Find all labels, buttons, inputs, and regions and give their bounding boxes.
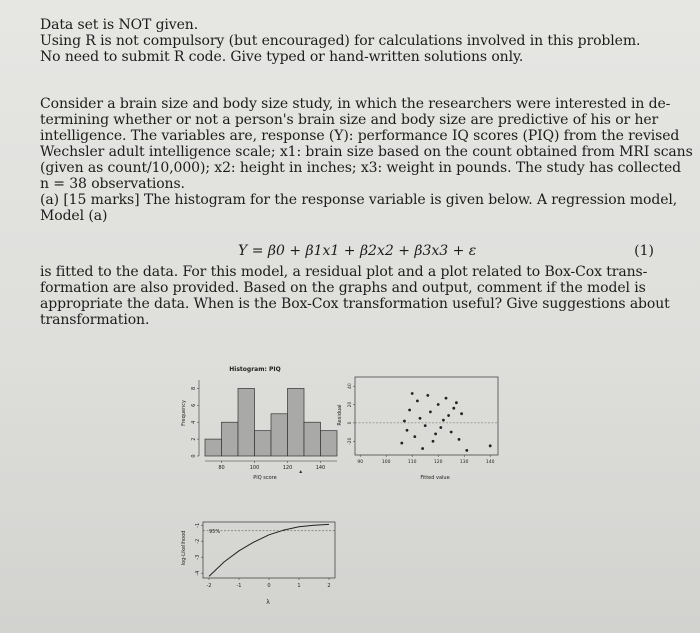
data-point <box>429 410 432 413</box>
y-tick-label: -2 <box>195 538 201 544</box>
data-point <box>447 414 450 417</box>
histogram-chart <box>165 358 345 483</box>
header-line-3: No need to submit R code. Give typed or hand-written solutions only. <box>40 49 524 65</box>
data-point <box>450 431 453 434</box>
residual-plot <box>333 373 503 483</box>
plot-frame <box>355 377 498 455</box>
data-point <box>416 399 419 402</box>
data-point <box>400 442 403 445</box>
y-tick-label: 20 <box>348 401 353 408</box>
data-point <box>442 419 445 422</box>
y-tick-label: 40 <box>348 383 353 390</box>
after-line: appropriate the data. When is the Box-Cox transformation useful? Give suggestions about <box>40 296 670 312</box>
x-tick-label: 100 <box>249 465 260 471</box>
x-tick-label: 0 <box>267 583 271 589</box>
data-point <box>445 397 448 400</box>
data-point <box>460 412 463 415</box>
data-point <box>424 424 427 427</box>
x-tick-label: -1 <box>236 583 242 589</box>
y-tick-label: 6 <box>191 403 197 407</box>
intro-line: termining whether or not a person's brain size and body size are predictive of his or her <box>40 112 659 128</box>
y-axis-label: Residual <box>337 404 343 426</box>
y-tick-label: 0 <box>348 421 353 425</box>
x-tick-label: 100 <box>381 460 391 465</box>
x-tick-label: 130 <box>459 460 469 465</box>
x-tick-label: 140 <box>485 460 495 465</box>
x-tick-label: 90 <box>357 460 364 465</box>
histogram-bar <box>304 422 321 456</box>
part-a-line: (a) [15 marks] The histogram for the response variable is given below. A regression model, <box>40 192 678 208</box>
x-tick-label: 120 <box>282 465 293 471</box>
data-point <box>426 394 429 397</box>
histogram-bar <box>288 388 305 456</box>
data-point <box>406 429 409 432</box>
data-point <box>419 417 422 420</box>
x-tick-label: 1 <box>297 583 301 589</box>
intro-line: n = 38 observations. <box>40 176 185 192</box>
x-tick-label: 110 <box>407 460 417 465</box>
data-point <box>432 440 435 443</box>
intro-line: Consider a brain size and body size study, in which the researchers were interested in de- <box>40 96 671 112</box>
loglik-curve <box>209 524 329 576</box>
histogram-bar <box>205 439 222 456</box>
chart-title: Histogram: PIQ <box>229 366 281 373</box>
model-equation: Y = β0 + β1x1 + β2x2 + β3x3 + ε <box>238 243 477 259</box>
histogram-bar <box>238 388 255 456</box>
data-point <box>452 407 455 410</box>
y-tick-label: -4 <box>195 570 201 576</box>
y-axis-label: log-Likelihood <box>181 530 187 566</box>
data-point <box>403 420 406 423</box>
y-tick-label: -3 <box>195 554 201 560</box>
y-tick-label: -1 <box>195 522 201 528</box>
data-point <box>489 444 492 447</box>
intro-line: Wechsler adult intelligence scale; x1: brain size based on the count obtained from MRI scans <box>40 144 693 160</box>
data-point <box>408 409 411 412</box>
y-tick-label: -20 <box>348 437 353 445</box>
y-tick-label: 0 <box>191 454 197 458</box>
after-line: is fitted to the data. For this model, a residual plot and a plot related to Box-Cox trans- <box>40 264 648 280</box>
ci-annotation: 95% <box>209 529 221 535</box>
data-point <box>411 392 414 395</box>
x-tick-label: -2 <box>206 583 212 589</box>
data-point <box>465 449 468 452</box>
data-point <box>437 403 440 406</box>
x-tick-label: 80 <box>218 465 225 471</box>
histogram-bar <box>255 431 272 456</box>
data-point <box>439 426 442 429</box>
plot-frame <box>203 522 335 578</box>
x-axis-label: PIQ score <box>253 475 277 481</box>
data-point <box>421 447 424 450</box>
boxcox-plot <box>165 500 345 620</box>
histogram-bar <box>271 414 288 456</box>
x-tick-label: 140 <box>315 465 326 471</box>
intro-line: intelligence. The variables are, response (Y): performance IQ scores (PIQ) from the revised <box>40 128 680 144</box>
x-tick-label: 120 <box>433 460 443 465</box>
data-point <box>458 438 461 441</box>
part-a-line: Model (a) <box>40 208 108 224</box>
histogram-bar <box>222 422 239 456</box>
data-point <box>455 401 458 404</box>
header-line-2: Using R is not compulsory (but encouraged) for calculations involved in this problem. <box>40 33 641 49</box>
x-axis-label: Fitted value <box>420 475 450 481</box>
cursor-marker <box>299 470 302 473</box>
after-line: transformation. <box>40 312 150 328</box>
y-axis-label: Frequency <box>181 400 187 426</box>
header-line-1: Data set is NOT given. <box>40 17 199 33</box>
y-tick-label: 4 <box>191 420 197 424</box>
data-point <box>413 435 416 438</box>
intro-line: (given as count/10,000); x2: height in inches; x3: weight in pounds. The study has collected <box>40 160 681 176</box>
data-point <box>434 432 437 435</box>
y-tick-label: 2 <box>191 437 197 441</box>
y-tick-label: 8 <box>191 386 197 391</box>
x-tick-label: 2 <box>327 583 331 589</box>
x-axis-label: λ <box>266 599 270 606</box>
after-line: formation are also provided. Based on the graphs and output, comment if the model is <box>40 280 646 296</box>
equation-number: (1) <box>634 243 654 259</box>
